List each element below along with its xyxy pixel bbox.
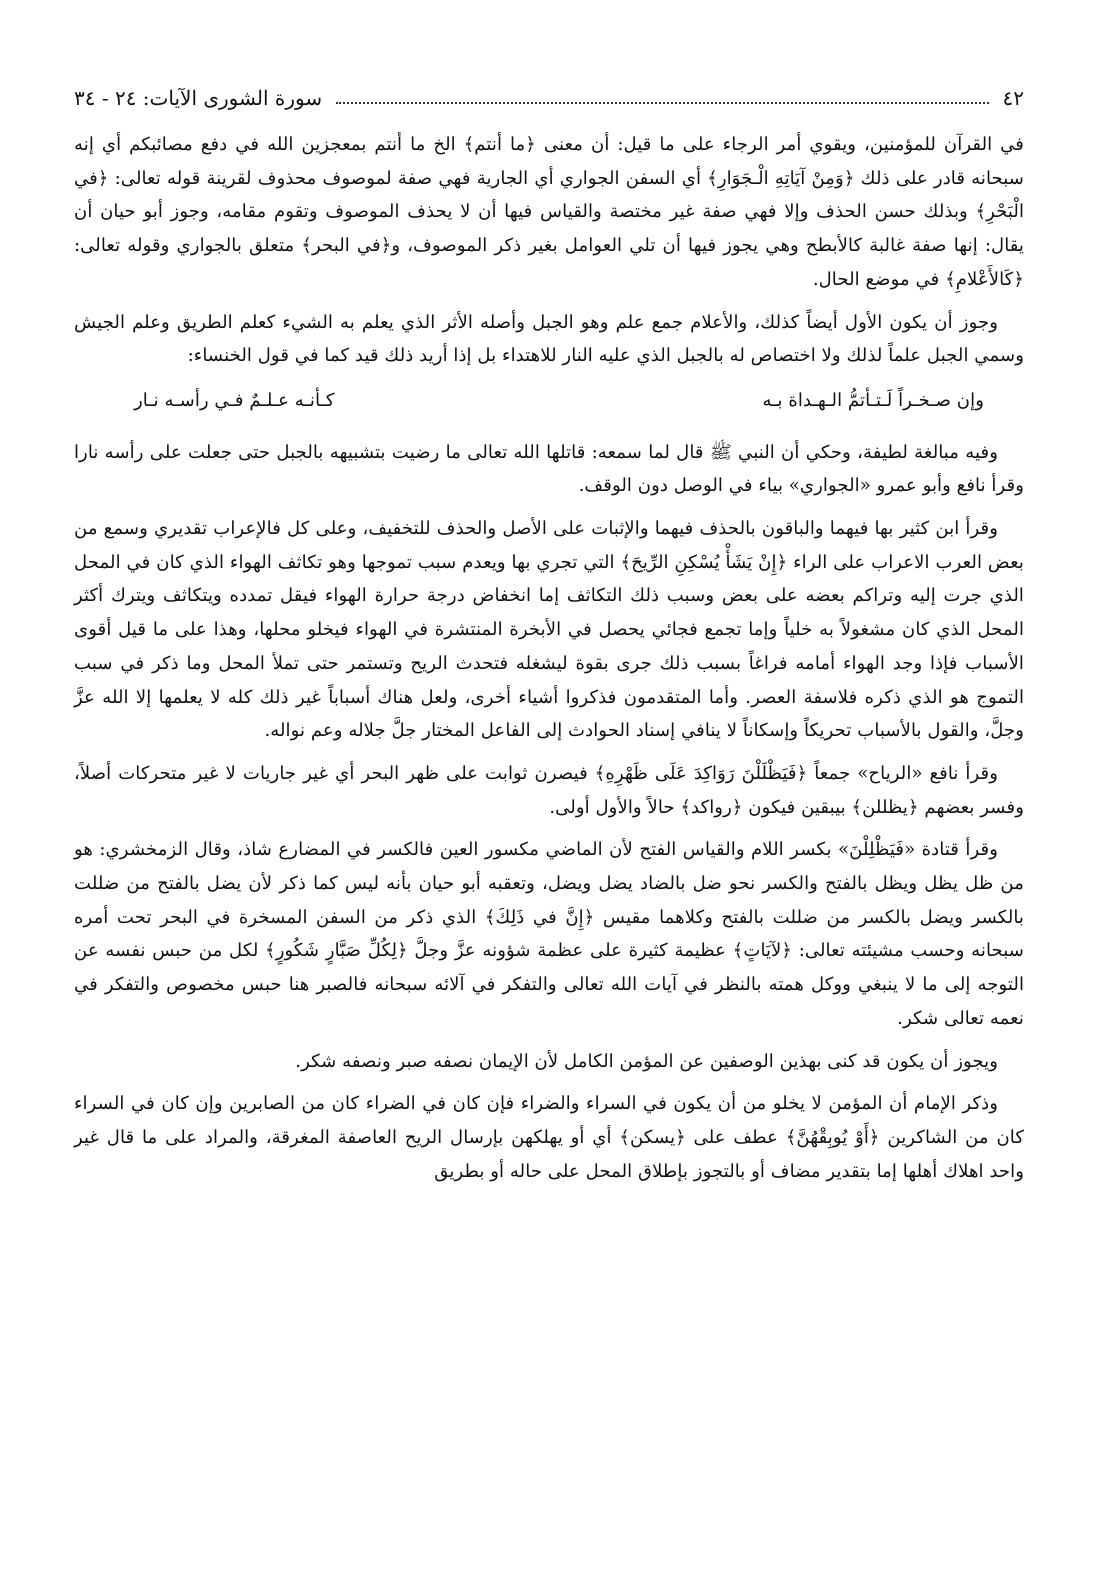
paragraph-1: في القرآن للمؤمنين، ويقوي أمر الرجاء على ما قيل: أن معنى ﴿ما أنتم﴾ الخ ما أنتم بمعجزين الله في دفع مصائبكم أي إنه سبحانه قادر على ذلك ﴿وَمِنْ آيَاتِهِ الْـجَوَارِ﴾ أي السفن الجواري أي الجارية فهي صفة لموصوف محذوف لقرينة قوله تعالى: ﴿في الْبَحْرِ﴾ وبذلك حسن الحذف وإلا فهي صفة غير مختصة والقياس فيها أن لا يحذف الموصوف وتقوم مقامه، وجوز أبو حيان أن يقال: إنها صفة غالبة كالأبطح وهي يجوز فيها أن تلي العوامل بغير ذكر الموصوف، و﴿في البحر﴾ متعلق بالجواري وقوله تعالى: ﴿كَالأَعْلامِ﴾ في موضع الحال. bbox=[74, 134, 1024, 290]
paragraph-2: وجوز أن يكون الأول أيضاً كذلك، والأعلام جمع علم وهو الجبل وأصله الأثر الذي يعلم به الشيء كعلم الطريق وعلم الجيش وسمي الجبل علماً لذلك ولا اختصاص له بالجبل الذي عليه النار للاهتداء بل إذا أريد ذلك قيد كما في قول الخنساء: bbox=[74, 311, 1024, 367]
verse-second-hemistich: كـأنـه عـلـمٌ فـي رأسـه نـار bbox=[134, 389, 335, 411]
paragraph-3: وفيه مبالغة لطيفة، وحكي أن النبي ﷺ قال لما سمعه: قاتلها الله تعالى ما رضيت بتشبيهه بالجبل حتى جعلت على رأسه نارا وقرأ نافع وأبو عمرو «الجواري» بياء في الوصل دون الوقف. bbox=[74, 441, 1024, 497]
book-page bbox=[74, 78, 1024, 1558]
paragraph-8: وذكر الإمام أن المؤمن لا يخلو من أن يكون في السراء والضراء فإن كان في الضراء كان من الصابرين وإن كان في السراء كان من الشاكرين ﴿أَوْ يُوبِقْهُنَّ﴾ عطف على ﴿يسكن﴾ أي أو يهلكهن بإرسال الريح العاصفة المغرقة، والمراد على ما قال غير واحد اهلاك أهلها إما بتقدير مضاف أو بالتجوز بإطلاق المحل على حاله أو بطريق bbox=[74, 1093, 1024, 1182]
poetry-verse bbox=[74, 382, 1024, 418]
page-number: ٤٢ bbox=[1002, 86, 1024, 110]
running-title: سورة الشورى الآيات: ٢٤ - ٣٤ bbox=[74, 86, 323, 110]
paragraph-6: وقرأ قتادة «فَيَظْلِلْنَ» بكسر اللام والقياس الفتح لأن الماضي مكسور العين فالكسر في المضارع شاذ، وقال الزمخشري: هو من ظل يظل ويظل بالفتح والكسر نحو ضل بالضاد يضل ويضل، وتعقبه أبو حيان بأنه ليس كما ذكر لأن يضل بالفتح من ضللت بالكسر ويضل بالكسر من ضللت بالفتح وكلاهما مقيس ﴿إِنَّ في ذَلِكَ﴾ الذي ذكر من السفن المسخرة في البحر تحت أمره سبحانه وحسب مشيئته تعالى: ﴿لآيَاتٍ﴾ عظيمة كثيرة على عظمة شؤونه عزَّ وجلَّ ﴿لِكُلِّ صَبَّارٍ شَكُورٍ﴾ لكل من حبس نفسه عن التوجه إلى ما لا ينبغي ووكل همته بالنظر في آيات الله تعالى والتفكر في آلائه سبحانه فالصبر هنا حبس مخصوص والتفكر في نعمه تعالى شكر. bbox=[74, 839, 1024, 1029]
paragraph-7: ويجوز أن يكون قد كنى بهذين الوصفين عن المؤمن الكامل لأن الإيمان نصفه صبر ونصفه شكر. bbox=[295, 1050, 998, 1072]
leader-dots bbox=[336, 102, 988, 104]
running-head bbox=[74, 78, 1024, 110]
verse-first-hemistich: وإن صـخـراً لَـتـأتمُّ الـهـداة بـه bbox=[762, 389, 984, 411]
paragraph-4: وقرأ ابن كثير بها فيهما والباقون بالحذف فيهما والإثبات على الأصل والحذف للتخفيف، وعلى كل فالإعراب تقديري وسمع من بعض العرب الاعراب على الراء ﴿إِنْ يَشَأْ يُسْكِنِ الرِّيحَ﴾ التي تجري بها ويعدم سبب تموجها وهو تكاثف الهواء الذي كان في المحل الذي جرت إليه وتراكم بعضه على بعض وسبب ذلك التكاثف إما انخفاض درجة حرارة الهواء فيقل تمدده ويتكاثف ويترك أكثر المحل الذي كان مشغولاً به خلياً وإما تجمع فجائي يحصل في الأبخرة المنتشرة في الهواء فيخلو محلها، وهذا على ما قيل أقوى الأسباب فإذا وجد الهواء أمامه فراغاً بسبب ذلك جرى بقوة ليشغله فتحدث الريح وتستمر حتى تملأ المحل وما ذكر في سبب التموج هو الذي ذكره فلاسفة العصر. وأما المتقدمون فذكروا أشياء أخرى، ولعل هناك أسباباً غير ذلك كله لا يعلمها إلا الله عزَّ وجلَّ، والقول بالأسباب تحريكاً وإسكاناً لا ينافي إسناد الحوادث إلى الفاعل المختار جلَّ جلاله وعم نواله. bbox=[74, 518, 1024, 742]
paragraph-5: وقرأ نافع «الرياح» جمعاً ﴿فَيَظْلَلْنَ رَوَاكِدَ عَلَى ظَهْرِهِ﴾ فيصرن ثوابت على ظهر البحر أي غير جاريات لا غير متحركات أصلاً، وفسر بعضهم ﴿يظللن﴾ بيبقين فيكون ﴿رواكد﴾ حالاً والأول أولى. bbox=[74, 762, 1024, 818]
